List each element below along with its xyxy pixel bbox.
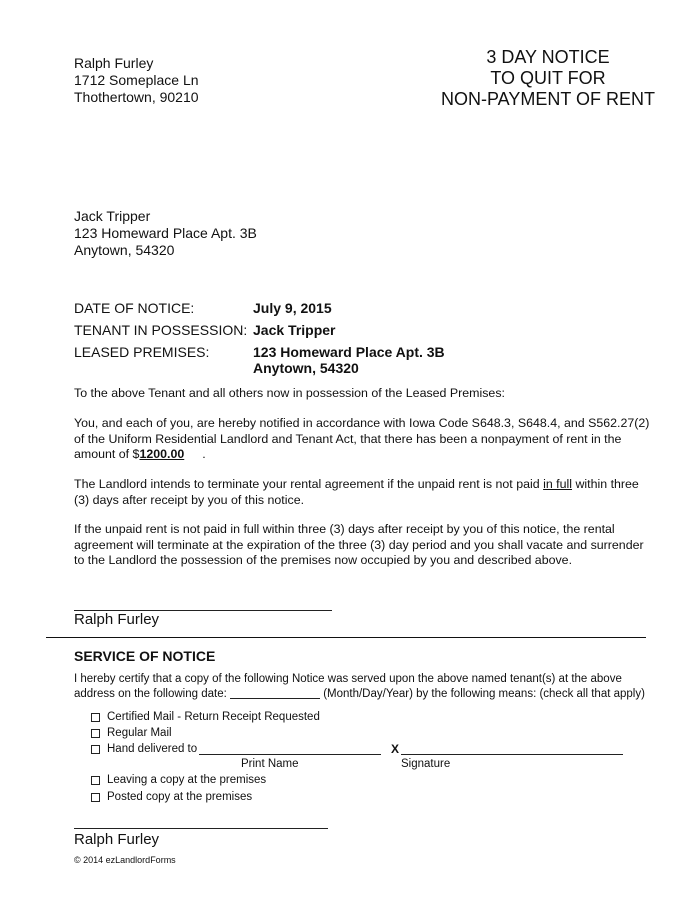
checkbox-posted-copy[interactable]	[91, 793, 100, 802]
option-regular-mail[interactable]	[91, 727, 172, 739]
signature-x-mark: X	[391, 742, 400, 756]
tenant-in-possession-label: TENANT IN POSSESSION:	[74, 322, 248, 338]
leased-premises-value	[253, 344, 445, 376]
option-hand-delivered-label: Hand delivered to	[107, 743, 198, 755]
landlord-name: Ralph Furley	[74, 55, 154, 71]
landlord-signature-name: Ralph Furley	[74, 611, 160, 628]
option-posted-copy-label: Posted copy at the premises	[107, 791, 253, 803]
checkbox-leaving-copy[interactable]	[91, 776, 100, 785]
section-divider	[46, 637, 646, 638]
checkbox-regular-mail[interactable]	[91, 729, 100, 738]
option-certified-mail-label: Certified Mail - Return Receipt Requested	[107, 711, 320, 723]
landlord-city: Thothertown, 90210	[74, 89, 199, 105]
tenant-city: Anytown, 54320	[74, 242, 175, 258]
vacate-paragraph: If the unpaid rent is not paid in full within three (3) days after receipt by you of this notice, the rental agreement will terminate at the expiration of the three (3) day period and you shall vacate and surrender to the Landlord the possession of the premises now occupied by you and described above.	[74, 522, 644, 567]
server-signature-name: Ralph Furley	[74, 831, 160, 848]
tenant-name: Jack Tripper	[74, 208, 151, 224]
option-leaving-copy[interactable]	[91, 774, 266, 786]
terminate-text-start: The Landlord intends to terminate your rental agreement if the unpaid rent is not paid	[74, 477, 544, 491]
service-date-text: address on the following date:	[74, 688, 230, 700]
recipient-signature-line[interactable]	[401, 754, 623, 755]
intro-paragraph: To the above Tenant and all others now in possession of the Leased Premises:	[74, 386, 505, 400]
print-name-caption: Print Name	[241, 758, 299, 770]
landlord-street: 1712 Someplace Ln	[74, 72, 199, 88]
service-date-blank[interactable]	[230, 698, 320, 699]
copyright-footer: © 2014 ezLandlordForms	[74, 855, 176, 865]
in-full-emphasis: in full	[543, 477, 573, 491]
rent-amount: 1200.00	[139, 447, 185, 461]
server-signature-line	[74, 828, 328, 829]
leased-premises-line1: 123 Homeward Place Apt. 3B	[253, 344, 445, 360]
leased-premises-line2: Anytown, 54320	[253, 360, 359, 376]
nonpayment-paragraph	[74, 416, 654, 463]
tenant-in-possession-value: Jack Tripper	[253, 322, 336, 338]
nonpayment-text: You, and each of you, are hereby notified in accordance with Iowa Code S648.3, S648.4, and S562.27(2) of the Uniform Residential Landlord and Tenant Act, that there has been a nonpayment of rent in the amount of $	[74, 416, 650, 461]
leased-premises-label: LEASED PREMISES:	[74, 344, 210, 360]
date-of-notice-value: July 9, 2015	[253, 300, 332, 316]
nonpayment-period: .	[202, 447, 206, 461]
notice-title-line2: TO QUIT FOR	[490, 68, 606, 88]
service-certify-line1: I hereby certify that a copy of the following Notice was served upon the above named tenant(s) at the above	[74, 673, 622, 685]
option-posted-copy[interactable]	[91, 791, 252, 803]
checkbox-certified-mail[interactable]	[91, 713, 100, 722]
option-certified-mail[interactable]	[91, 711, 320, 723]
tenant-address-block	[74, 208, 257, 259]
service-certify-line2	[74, 687, 654, 703]
service-of-notice-heading: SERVICE OF NOTICE	[74, 648, 216, 664]
date-of-notice-label: DATE OF NOTICE:	[74, 300, 195, 316]
checkbox-hand-delivered[interactable]	[91, 745, 100, 754]
notice-title-line3: NON-PAYMENT OF RENT	[440, 89, 655, 109]
option-leaving-copy-label: Leaving a copy at the premises	[107, 774, 267, 786]
terminate-text-end: within three (3) days after receipt by you of this notice.	[74, 477, 639, 507]
terminate-intent-paragraph	[74, 477, 654, 508]
landlord-address-block	[74, 55, 199, 106]
print-name-line[interactable]	[199, 754, 381, 755]
notice-title	[430, 47, 666, 110]
signature-caption: Signature	[401, 758, 451, 770]
tenant-street: 123 Homeward Place Apt. 3B	[74, 225, 257, 241]
service-means-text: (Month/Day/Year) by the following means: (check all that apply)	[320, 688, 645, 700]
option-hand-delivered[interactable]	[91, 743, 197, 755]
notice-title-line1: 3 DAY NOTICE	[486, 47, 610, 67]
option-regular-mail-label: Regular Mail	[107, 727, 172, 739]
